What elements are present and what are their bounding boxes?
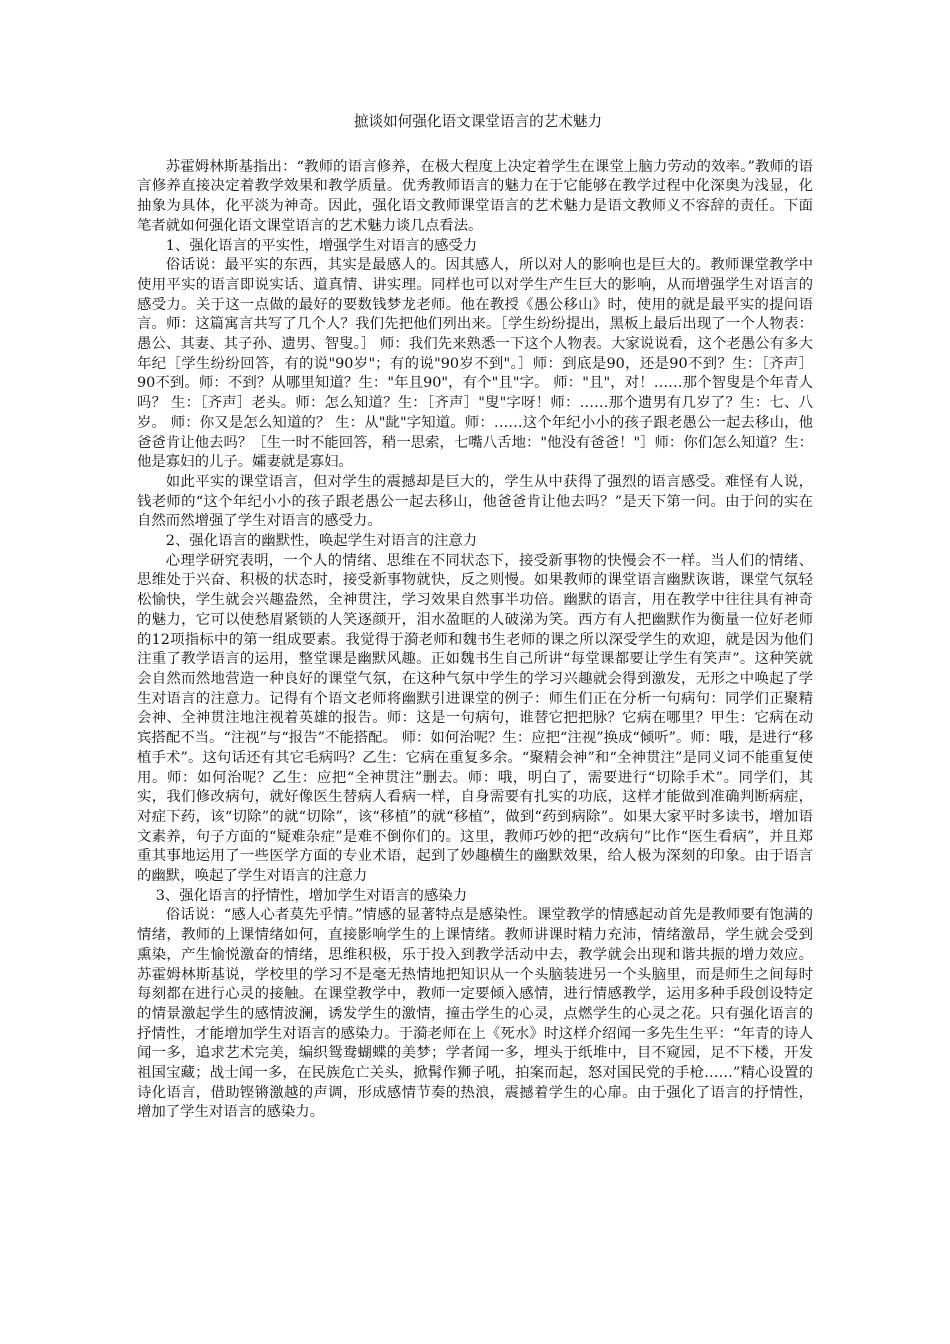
- section-heading-3: 3、强化语言的抒情性，增加学生对语言的感染力: [155, 887, 468, 904]
- document-page: [137, 112, 813, 1123]
- intro-paragraph: 苏霍姆林斯基指出：“教师的语言修养，在极大程度上决定着学生在课堂上脑力劳动的效率。”教师的语言修养直接决定着教学效果和教学质量。优秀教师语言的魅力在于它能够在教学过程中化深奥为浅显，化抽象为具体，化平淡为神奇。因此，强化语文教师课堂语言的艺术魅力是语文教师义不容辞的责任。下面笔者就如何强化语文课堂语言的艺术魅力谈几点看法。: [137, 158, 813, 234]
- section-1-paragraph-2: 如此平实的课堂语言，但对学生的震撼却是巨大的，学生从中获得了强烈的语言感受。难怪有人说，钱老师的“这个年纪小小的孩子跟老愚公一起去移山，他爸爸肯让他去吗？”是天下第一问。由于问的实在自然而然增强了学生对语言的感受力。: [137, 473, 813, 530]
- section-heading-1: 1、强化语言的平实性，增强学生对语言的感受力: [165, 237, 478, 254]
- section-1-paragraph-1: 俗话说：最平实的东西，其实是最感人的。因其感人，所以对人的影响也是巨大的。教师课堂教学中使用平实的语言即说实话、道真情、讲实理。同样也可以对学生产生巨大的影响，从而增强学生对语言的感受力。关于这一点做的最好的要数钱梦龙老师。他在教授《愚公移山》时，使用的就是最平实的提问语言。师：这篇寓言共写了几个人？我们先把他们列出来。［学生纷纷提出，黑板上最后出现了一个人物表：愚公、其妻、其子孙、遗男、智叟。］ 师：我们先来熟悉一下这个人物表。大家说说看，这个老愚公有多大年纪［学生纷纷回答，有的说"90岁"；有的说"90岁不到"。］师：到底是90，还是90不到？生：［齐声］90不到。师：不到？从哪里知道？生："年且90"，有个"且"字。 师："且"，对！……那个智叟是个年青人吗？ 生：［齐声］老头。师：怎么知道？生：［齐声］"叟"字呀！师：……那个遗男有几岁了？生：七、八岁。 师：你又是怎么知道的？ 生：从"龀"字知道。师：……这个年纪小小的孩子跟老愚公一起去移山，他爸爸肯让他去吗？［生一时不能回答，稍一思索，七嘴八舌地："他没有爸爸！"］师：你们怎么知道？生：他是寡妇的儿子。孀妻就是寡妇。: [137, 257, 813, 471]
- section-3-paragraph: 俗话说：“感人心者莫先乎情。”情感的显著特点是感染性。课堂教学的情感起动首先是教师要有饱满的情绪，教师的上课情绪如何，直接影响学生的上课情绪。教师讲课时精力充沛，情绪激昂，学生就会受到熏染，产生愉悦激奋的情绪，思维积极，乐于投入到教学活动中去，教学就会出现和谐共振的增力效应。苏霍姆林斯基说，学校里的学习不是毫无热情地把知识从一个头脑装进另一个头脑里，而是师生之间每时每刻都在进行心灵的接触。在课堂教学中，教师一定要倾入感情，进行情感教学，运用多种手段创设特定的情景激起学生的感情波澜，诱发学生的激情，撞击学生的心灵，点燃学生的心灵之花。只有强化语言的抒情性，才能增加学生对语言的感染力。于漪老师在上《死水》时这样介绍闻一多先生生平：“年青的诗人闻一多，追求艺术完美，编织鸳鸯蝴蝶的美梦；学者闻一多，埋头于纸堆中，目不窥园，足不下楼，开发祖国宝藏；战士闻一多，在民族危亡关头，掀髯作狮子吼，拍案而起，怒对国民党的手枪……”精心设置的诗化语言，借助铿锵激越的声调，形成感情节奏的热浪，震撼着学生的心扉。由于强化了语言的抒情性，增加了学生对语言的感染力。: [137, 907, 813, 1121]
- section-2-paragraph: 心理学研究表明，一个人的情绪、思维在不同状态下，接受新事物的快慢会不一样。当人们的情绪、思维处于兴奋、积极的状态时，接受新事物就快，反之则慢。如果教师的课堂语言幽默诙谐，课堂气氛轻松愉快，学生就会兴趣盎然，全神贯注，学习效果自然事半功倍。幽默的语言，用在教学中往往具有神奇的魅力，它可以使愁眉紧锁的人笑逐颜开，泪水盈眶的人破涕为笑。西方有人把幽默作为衡量一位好老师的12项指标中的第一组成要素。我觉得于漪老师和魏书生老师的课之所以深受学生的欢迎，就是因为他们注重了教学语言的运用，整堂课是幽默风趣。正如魏书生自己所讲“每堂课都要让学生有笑声”。这种笑就会自然而然地营造一种良好的课堂气氛，在这种气氛中学生的学习兴趣就会得到激发，无形之中唤起了学生对语言的注意力。记得有个语文老师将幽默引进课堂的例子：师生们正在分析一句病句：同学们正聚精会神、全神贯注地注视着英雄的报告。师：这是一句病句，谁替它把把脉？它病在哪里？甲生：它病在动宾搭配不当。“注视”与“报告”不能搭配。 师：如何治呢？生：应把“注视”换成“倾听”。师：哦，是进行“移植手术”。这句话还有其它毛病吗？乙生：它病在重复多余。“聚精会神”和“全神贯注”是同义词不能重复使用。师：如何治呢？乙生：应把“全神贯注”删去。师：哦，明白了，需要进行“切除手术”。同学们，其实，我们修改病句，就好像医生替病人看病一样，自身需要有扎实的功底，这样才能做到准确判断病症，对症下药，该“切除”的就“切除”，该“移植”的就“移植”，做到“药到病除”。如果大家平时多读书，增加语文素养，句子方面的“疑难杂症”是难不倒你们的。这里，教师巧妙的把“改病句”比作“医生看病”，并且郑重其事地运用了一些医学方面的专业术语，起到了妙趣横生的幽默效果，给人极为深刻的印象。由于语言的幽默，唤起了学生对语言的注意力: [137, 552, 813, 885]
- document-title: 摭谈如何强化语文课堂语言的艺术魅力: [353, 113, 603, 130]
- section-heading-2: 2、强化语言的幽默性，唤起学生对语言的注意力: [165, 533, 478, 550]
